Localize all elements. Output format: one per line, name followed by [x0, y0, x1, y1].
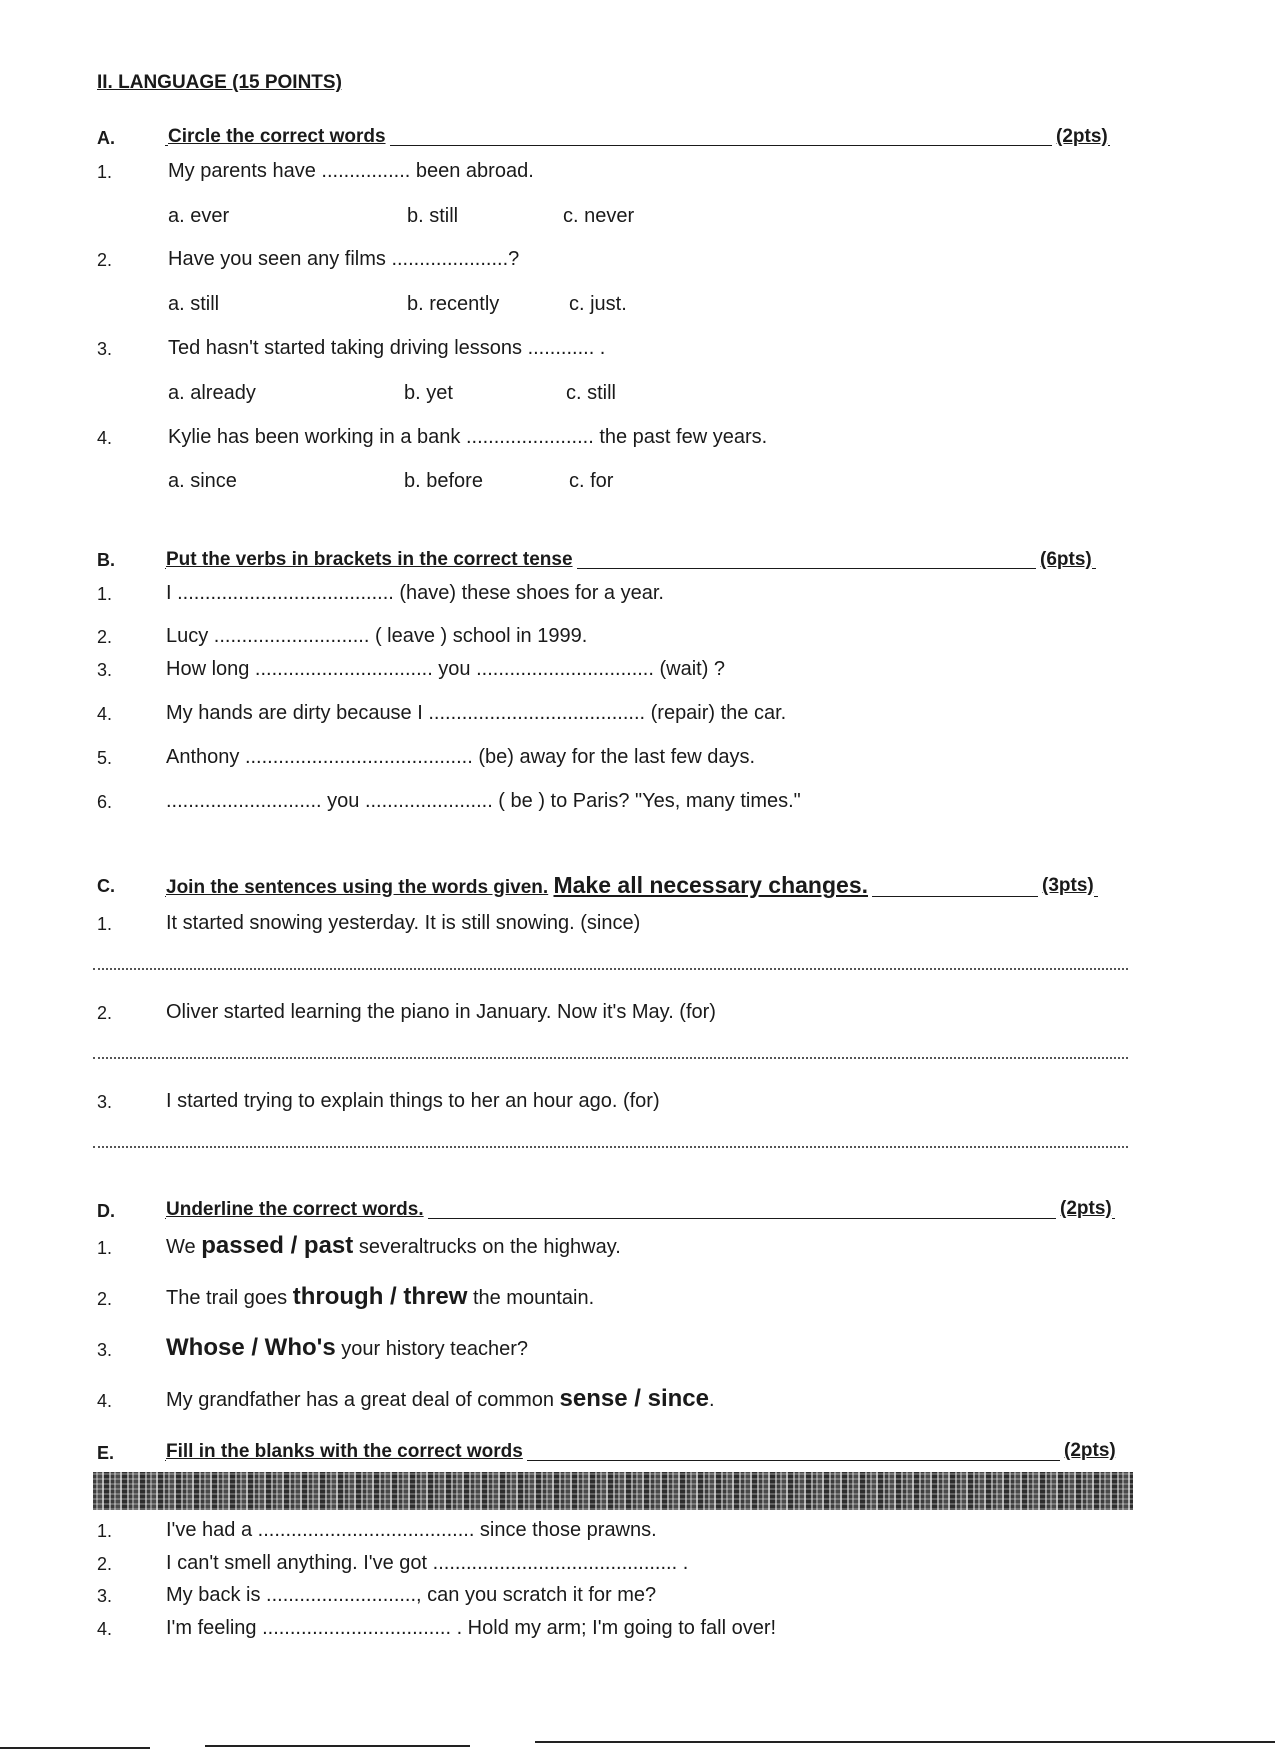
question-text: Ted hasn't started taking driving lessons ............ .	[168, 337, 606, 359]
question-number: 4.	[97, 1619, 113, 1639]
question-number: 3.	[97, 1092, 113, 1112]
question-text: Have you seen any films .....................?	[168, 248, 520, 270]
question-text: Anthony ......................................... (be) away for the last few days.	[166, 746, 756, 768]
section-a-heading: Circle the correct words	[168, 126, 390, 148]
question-number: 1.	[97, 584, 113, 604]
question-text: Lucy ............................ ( leave ) school in 1999.	[166, 625, 588, 647]
section-d-letter: D.	[97, 1201, 115, 1221]
section-b-heading: Put the verbs in brackets in the correct tense	[166, 549, 577, 571]
answer-line[interactable]	[93, 1057, 1128, 1059]
section-b-letter: B.	[97, 550, 115, 570]
section-e-heading: Fill in the blanks with the correct words	[166, 1441, 527, 1463]
section-c-points: (3pts)	[1038, 875, 1094, 897]
page-edge-rule	[535, 1741, 1275, 1743]
option-c[interactable]: c. still	[566, 382, 616, 404]
section-d-heading: Underline the correct words.	[166, 1199, 428, 1221]
question-number: 4.	[97, 1391, 113, 1411]
option-b[interactable]: b. yet	[404, 382, 453, 404]
question-text: My back is ..........................., can you scratch it for me?	[166, 1584, 657, 1606]
option-a[interactable]: a. ever	[168, 205, 230, 227]
question-number: 2.	[97, 1554, 113, 1574]
question-number: 2.	[97, 1289, 113, 1309]
option-a[interactable]: a. already	[168, 382, 256, 404]
question-number: 4.	[97, 428, 113, 448]
section-d-points: (2pts)	[1056, 1198, 1112, 1220]
question-number: 4.	[97, 704, 113, 724]
question-text: Oliver started learning the piano in January. Now it's May. (for)	[166, 1001, 716, 1023]
section-b-points: (6pts)	[1036, 549, 1092, 571]
page-title: II. LANGUAGE (15 POINTS)	[97, 72, 342, 93]
answer-line[interactable]	[93, 968, 1128, 970]
question-text: My hands are dirty because I ....................................... (repair) the car.	[166, 702, 787, 724]
question-text: ............................ you ....................... ( be ) to Paris? "Yes, many times."	[166, 790, 801, 812]
question-number: 2.	[97, 1003, 113, 1023]
option-c[interactable]: c. just.	[569, 293, 627, 315]
question-text: Whose / Who's your history teacher?	[166, 1334, 529, 1361]
question-text: I'm feeling .................................. . Hold my arm; I'm going to fall over!	[166, 1617, 777, 1639]
option-a[interactable]: a. since	[168, 470, 237, 492]
question-number: 1.	[97, 1521, 113, 1541]
section-e-letter: E.	[97, 1443, 115, 1463]
word-choice[interactable]: through / threw	[292, 1283, 468, 1310]
section-a-letter: A.	[97, 128, 115, 148]
option-c[interactable]: c. never	[563, 205, 635, 227]
question-number: 1.	[97, 1238, 113, 1258]
answer-line[interactable]	[93, 1146, 1128, 1148]
section-e-points: (2pts)	[1060, 1440, 1116, 1462]
question-number: 1.	[97, 162, 113, 182]
word-choice[interactable]: passed / past	[201, 1232, 354, 1259]
word-choice[interactable]: Whose / Who's	[166, 1334, 336, 1361]
option-a[interactable]: a. still	[168, 293, 220, 315]
question-number: 3.	[97, 339, 113, 359]
section-c-heading: Join the sentences using the words given. Make all necessary changes.	[166, 872, 872, 899]
question-text: Kylie has been working in a bank ....................... the past few years.	[168, 426, 768, 448]
question-number: 6.	[97, 792, 113, 812]
question-number: 2.	[97, 250, 113, 270]
question-number: 2.	[97, 627, 113, 647]
question-text: My parents have ................ been abroad.	[168, 160, 534, 182]
question-number: 3.	[97, 660, 113, 680]
question-text: It started snowing yesterday. It is still snowing. (since)	[166, 912, 641, 934]
option-b[interactable]: b. before	[404, 470, 483, 492]
option-c[interactable]: c. for	[569, 470, 614, 492]
word-choice[interactable]: sense / since	[559, 1385, 709, 1412]
question-text: I can't smell anything. I've got ............................................ .	[166, 1552, 689, 1574]
question-text: The trail goes through / threw the mountain.	[166, 1283, 595, 1310]
page-edge-rule	[205, 1745, 470, 1747]
section-a-points: (2pts)	[1052, 126, 1108, 148]
question-number: 5.	[97, 748, 113, 768]
question-number: 3.	[97, 1586, 113, 1606]
option-b[interactable]: b. recently	[407, 293, 500, 315]
question-text: I've had a ....................................... since those prawns.	[166, 1519, 657, 1541]
question-text: I ....................................... (have) these shoes for a year.	[166, 582, 664, 604]
question-text: We passed / past severaltrucks on the highway.	[166, 1232, 621, 1259]
question-number: 3.	[97, 1340, 113, 1360]
question-text: How long ................................ you ................................ (wait) ?	[166, 658, 726, 680]
question-number: 1.	[97, 914, 113, 934]
question-text: I started trying to explain things to her an hour ago. (for)	[166, 1090, 660, 1112]
scan-noise-overlay	[93, 1472, 1133, 1510]
option-b[interactable]: b. still	[407, 205, 459, 227]
page-edge-rule	[0, 1747, 150, 1749]
section-c-letter: C.	[97, 876, 115, 896]
question-text: My grandfather has a great deal of common sense / since.	[166, 1385, 715, 1412]
